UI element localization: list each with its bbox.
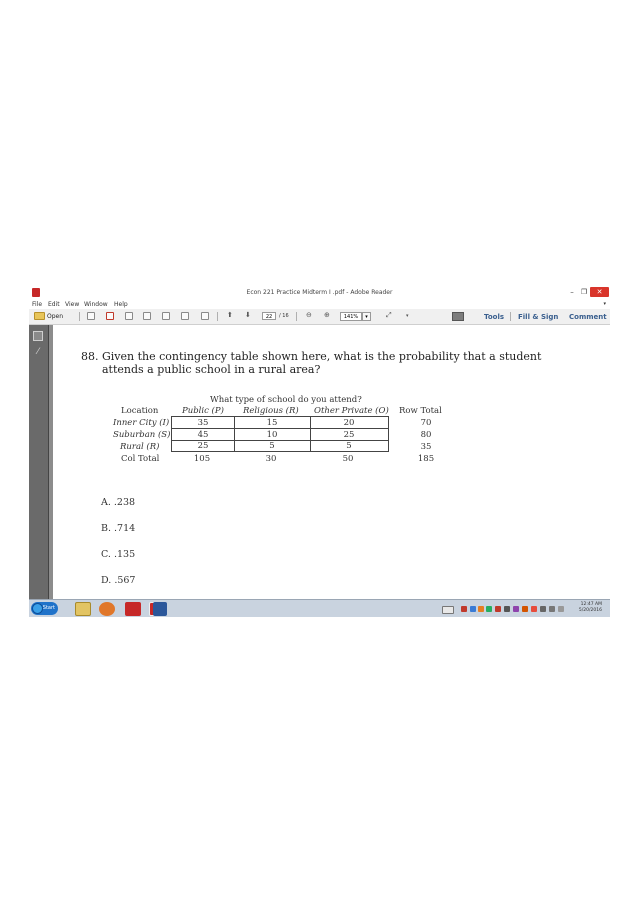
question-number: 88.: [81, 350, 99, 363]
maximize-button[interactable]: ❐: [580, 288, 588, 296]
attachments-icon[interactable]: ⁄: [37, 347, 39, 357]
tray-icon[interactable]: [461, 606, 467, 612]
zoom-in-icon[interactable]: ⊕: [324, 311, 330, 319]
clock-date: 5/20/2016: [578, 608, 602, 613]
menu-help[interactable]: Help: [114, 301, 128, 308]
open-button[interactable]: [34, 311, 63, 321]
tray-icon[interactable]: [470, 606, 476, 612]
table-cell: 5: [346, 441, 352, 451]
row-label-suburban: Suburban (S): [113, 430, 171, 440]
fill-sign-button[interactable]: Fill & Sign: [518, 313, 559, 321]
row-label-inner-city: Inner City (I): [113, 418, 170, 428]
export-pdf-icon[interactable]: [106, 312, 114, 320]
table-caption: What type of school do you attend?: [210, 395, 362, 405]
col-total-cell: 50: [342, 454, 354, 464]
menu-edit[interactable]: Edit: [48, 301, 60, 308]
menu-bar: [29, 300, 610, 309]
grand-total-cell: 185: [417, 454, 435, 464]
comment-button[interactable]: Comment: [569, 313, 607, 321]
question-text: Given the contingency table shown here, what is the probability that a student attends a public school in a rural area?: [102, 350, 542, 376]
menu-view[interactable]: View: [65, 301, 80, 308]
col-header-public: Public (P): [182, 406, 224, 416]
table-rule: [172, 428, 388, 429]
zoom-out-icon[interactable]: ⊖: [306, 311, 312, 319]
table-cell: 35: [197, 418, 209, 428]
col-header-religious: Religious (R): [243, 406, 299, 416]
col-header-row-total: Row Total: [399, 406, 442, 416]
page-total: / 16: [279, 313, 289, 319]
tray-icon[interactable]: [495, 606, 501, 612]
answer-option-a: A. .238: [101, 497, 136, 508]
zoom-input[interactable]: 141%: [340, 312, 362, 321]
close-button[interactable]: ✕: [590, 287, 609, 297]
reading-mode-icon[interactable]: [452, 312, 464, 321]
answer-option-d: D. .567: [101, 575, 136, 586]
minimize-button[interactable]: –: [570, 288, 574, 296]
table-cell: 15: [266, 418, 278, 428]
toolbar-separator: [296, 312, 297, 321]
contingency-table: [171, 416, 389, 452]
tray-icon[interactable]: [522, 606, 528, 612]
navigation-pane: [29, 325, 49, 599]
more-tools-icon[interactable]: ▾: [406, 313, 409, 319]
row-label-rural: Rural (R): [120, 442, 160, 452]
email-icon[interactable]: [201, 312, 209, 320]
table-rule: [234, 417, 235, 451]
row-total-cell: 70: [420, 418, 432, 428]
title-bar: [29, 286, 610, 300]
table-cell: 45: [197, 430, 209, 440]
col-total-cell: 105: [193, 454, 211, 464]
start-button[interactable]: [31, 602, 58, 615]
tray-icon[interactable]: [531, 606, 537, 612]
tools-button[interactable]: Tools: [484, 313, 505, 321]
menu-file[interactable]: File: [32, 301, 43, 308]
edit-pdf-icon[interactable]: [125, 312, 133, 320]
menu-window[interactable]: Window: [84, 301, 108, 308]
page-number-input[interactable]: 22: [262, 312, 276, 320]
col-header-other-private: Other Private (O): [314, 406, 389, 416]
window-title: Econ 221 Practice Midterm I .pdf - Adobe Reader: [246, 289, 393, 296]
table-cell: 25: [343, 430, 355, 440]
toolbar-separator: [510, 312, 511, 321]
zoom-dropdown-icon[interactable]: ▾: [362, 312, 371, 321]
volume-icon[interactable]: [549, 606, 555, 612]
page-thumbnails-icon[interactable]: [33, 331, 43, 341]
row-total-cell: 35: [420, 442, 432, 452]
table-cell: 20: [343, 418, 355, 428]
tray-icon[interactable]: [478, 606, 484, 612]
previous-page-icon[interactable]: ⬆: [227, 311, 233, 319]
file-explorer-icon[interactable]: [75, 602, 91, 616]
keyboard-layout-icon[interactable]: [442, 606, 454, 614]
next-page-icon[interactable]: ⬇: [245, 311, 251, 319]
row-label-col-total: Col Total: [121, 454, 160, 464]
table-cell: 25: [197, 441, 209, 451]
system-clock[interactable]: [579, 602, 602, 614]
table-corner-label: Location: [121, 406, 159, 416]
table-cell: 5: [269, 441, 275, 451]
toolbar-separator: [217, 312, 218, 321]
menu-overflow-icon[interactable]: ▾: [603, 301, 606, 307]
pdf-page: [53, 325, 610, 599]
toolbar: [29, 309, 610, 325]
table-rule: [310, 417, 311, 451]
save-icon[interactable]: [162, 312, 170, 320]
taskbar: [29, 599, 610, 617]
folder-icon: [34, 312, 45, 320]
print-icon[interactable]: [181, 312, 189, 320]
row-total-cell: 80: [420, 430, 432, 440]
adobe-reader-window: [29, 286, 610, 617]
cloud-icon[interactable]: [143, 312, 151, 320]
word-icon[interactable]: [153, 602, 167, 616]
start-label: Start: [42, 605, 55, 611]
windows-logo-icon: [32, 603, 43, 614]
table-cell: 10: [266, 430, 278, 440]
tray-icon[interactable]: [504, 606, 510, 612]
tray-icon[interactable]: [558, 606, 564, 612]
tray-icon[interactable]: [513, 606, 519, 612]
col-total-cell: 30: [265, 454, 277, 464]
adobe-reader-taskbar-icon[interactable]: [125, 602, 141, 616]
tray-icon[interactable]: [486, 606, 492, 612]
firefox-icon[interactable]: [99, 602, 115, 616]
open-label: Open: [47, 312, 64, 320]
clock-time: 12:47 AM: [580, 602, 602, 607]
create-pdf-icon[interactable]: [87, 312, 95, 320]
answer-option-c: C. .135: [101, 549, 136, 560]
answer-option-b: B. .714: [101, 523, 136, 534]
fit-page-icon[interactable]: ⤢: [386, 311, 392, 319]
toolbar-separator: [79, 312, 80, 321]
network-icon[interactable]: [540, 606, 546, 612]
